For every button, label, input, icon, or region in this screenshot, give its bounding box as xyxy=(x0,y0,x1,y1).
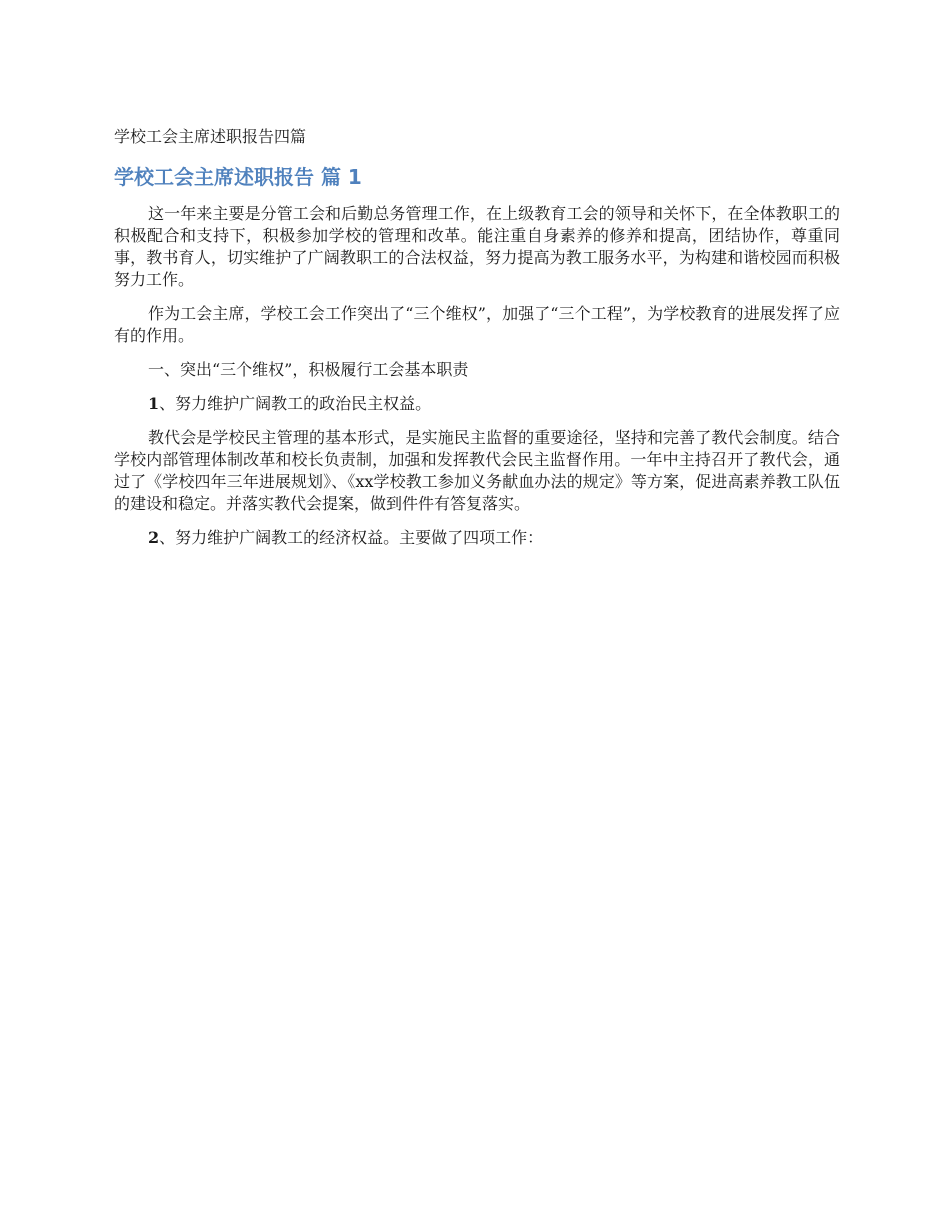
document-body xyxy=(114,203,840,561)
paragraph-intro: 这一年来主要是分管工会和后勤总务管理工作，在上级教育工会的领导和关怀下，在全体教职工的积极配合和支持下，积极参加学校的管理和改革。能注重自身素养的修养和提高，团结协作，尊重同事，教书育人，切实维护了广阔教职工的合法权益，努力提高为教工服务水平，为构建和谐校园而积极努力工作。 xyxy=(114,204,840,289)
paragraph-congress: 教代会是学校民主管理的基本形式，是实施民主监督的重要途径，坚持和完善了教代会制度。结合学校内部管理体制改革和校长负责制，加强和发挥教代会民主监督作用。一年中主持召开了教代会，通过了《学校四年三年进展规划》、《xx学校教工参加义务献血办法的规定》等方案，促进高素养教工队伍的建设和稳定。并落实教代会提案，做到件件有答复落实。 xyxy=(114,428,840,513)
paragraph-item-2: 2、努力维护广阔教工的经济权益。主要做了四项工作： xyxy=(148,528,544,547)
paragraph-summary: 作为工会主席，学校工会工作突出了“三个维权”，加强了“三个工程”，为学校教育的进展发挥了应有的作用。 xyxy=(114,304,840,345)
item-number: 1 xyxy=(148,394,160,413)
paragraph-section-one: 一、突出“三个维权”，积极履行工会基本职责 xyxy=(148,360,469,379)
item-number: 2 xyxy=(148,528,160,547)
paragraph-item-1: 1、努力维护广阔教工的政治民主权益。 xyxy=(148,394,432,413)
section-heading: 学校工会主席述职报告 篇 1 xyxy=(114,165,362,189)
document-title: 学校工会主席述职报告四篇 xyxy=(114,127,307,146)
